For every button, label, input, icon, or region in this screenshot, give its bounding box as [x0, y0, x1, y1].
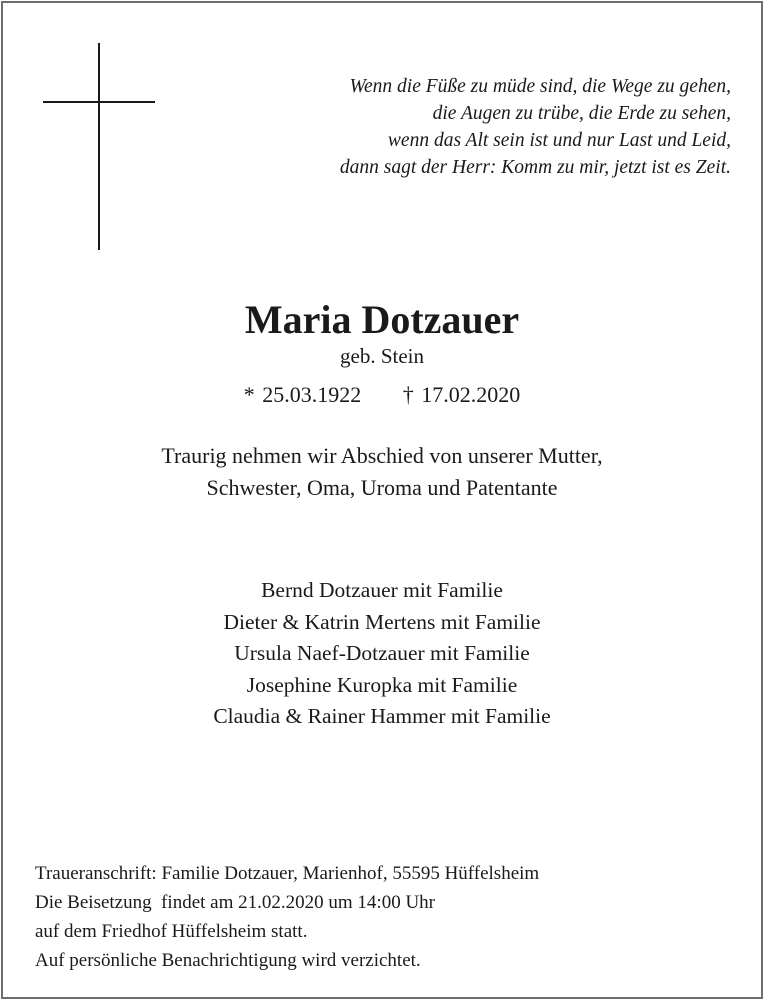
poem: [340, 73, 731, 181]
death-date: † 17.02.2020: [402, 382, 521, 407]
cross-vertical-bar: [98, 43, 100, 250]
funeral-info: [35, 859, 539, 975]
mourner: Bernd Dotzauer mit Familie: [261, 578, 503, 602]
mourner: Claudia & Rainer Hammer mit Familie: [213, 704, 551, 728]
mourners-list: [0, 575, 764, 733]
burial-date: Die Beisetzung findet am 21.02.2020 um 14:00 Uhr: [35, 892, 435, 913]
deceased-name: Maria Dotzauer: [244, 297, 520, 342]
farewell-line: Traurig nehmen wir Abschied von unserer Mutter,: [161, 443, 603, 468]
mourner: Josephine Kuropka mit Familie: [246, 672, 518, 697]
birth-name: geb. Stein: [340, 344, 424, 368]
cross-horizontal-bar: [43, 101, 155, 103]
poem-line: Wenn die Füße zu müde sind, die Wege zu gehen,: [349, 76, 731, 97]
mourning-address: Traueranschrift: Familie Dotzauer, Marienhof, 55595 Hüffelsheim: [35, 863, 540, 884]
mourner: Dieter & Katrin Mertens mit Familie: [223, 609, 541, 634]
poem-line: dann sagt der Herr: Komm zu mir, jetzt ist es Zeit.: [339, 157, 731, 178]
life-dates: [0, 382, 764, 408]
farewell-line: Schwester, Oma, Uroma und Patentante: [206, 475, 558, 500]
mourner: Ursula Naef-Dotzauer mit Familie: [234, 641, 530, 665]
farewell-text: [0, 440, 764, 504]
poem-line: wenn das Alt sein ist und nur Last und Leid,: [387, 130, 731, 151]
notification-note: Auf persönliche Benachrichtigung wird verzichtet.: [35, 950, 421, 971]
burial-place: auf dem Friedhof Hüffelsheim statt.: [35, 921, 308, 942]
poem-line: die Augen zu trübe, die Erde zu sehen,: [432, 103, 731, 124]
birth-date: * 25.03.1922: [243, 382, 362, 407]
